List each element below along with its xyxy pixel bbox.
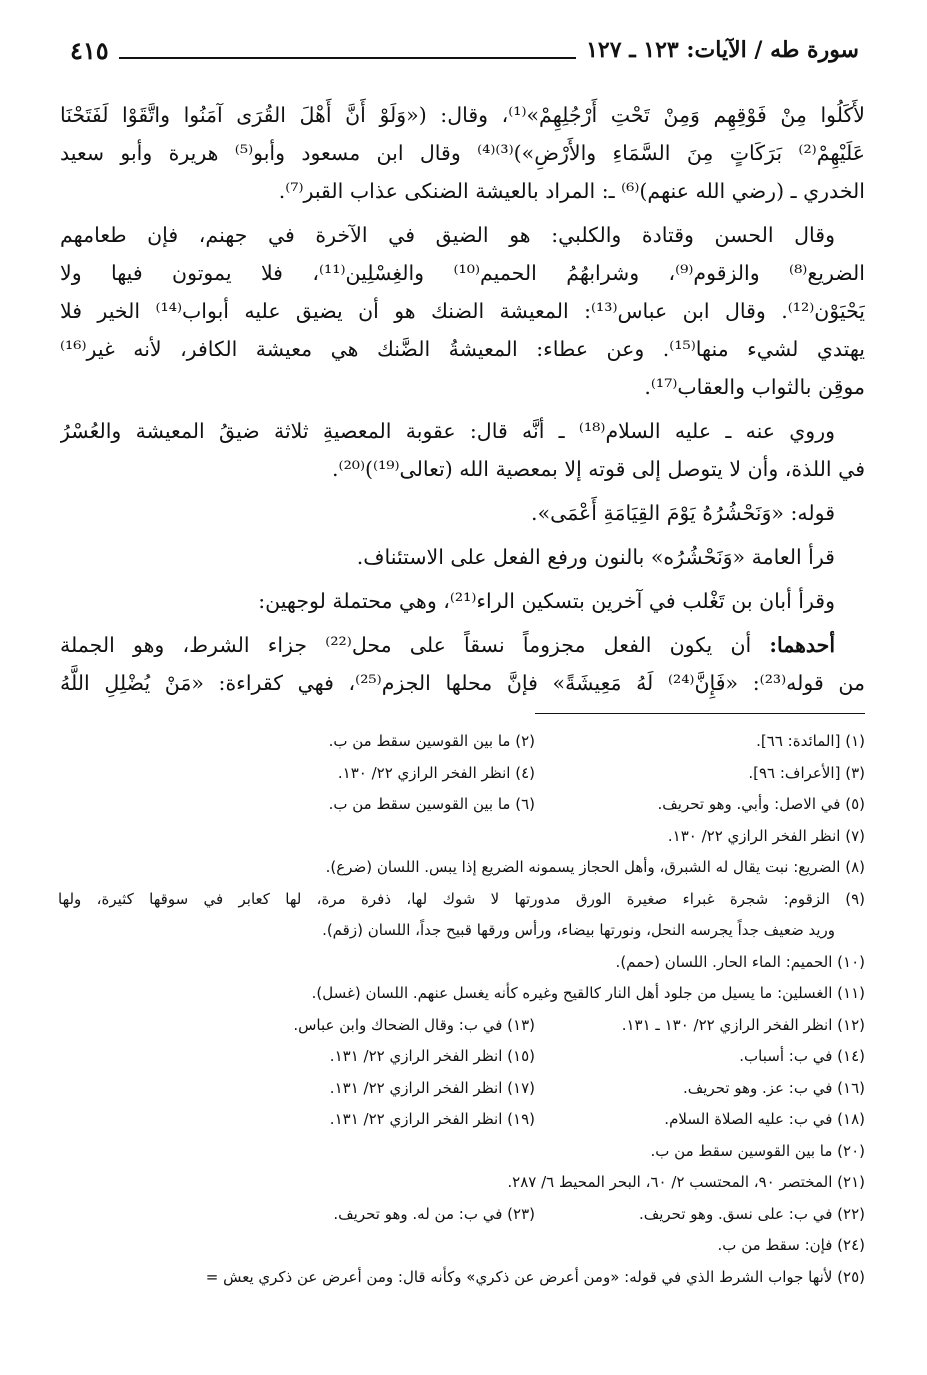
footnote-row — [58, 1010, 865, 1042]
footnote: (١٤) في ب: أسباب. — [739, 1047, 865, 1065]
footnote-row — [58, 1073, 865, 1105]
paragraph-4 — [60, 494, 865, 532]
text-line: في اللذة، وأن لا يتوصل إلى قوته إلا بمعصية الله (تعالى⁽¹⁹⁾)⁽²⁰⁾. — [332, 457, 865, 481]
footnote-row — [58, 726, 865, 758]
footnote: (٢) ما بين القوسين سقط من ب. — [328, 732, 535, 750]
footnote: (١٣) في ب: وقال الضحاك وابن عباس. — [293, 1015, 535, 1034]
text-line: يهتدي لشيء منها⁽¹⁵⁾. وعن عطاء: المعيشةُ الضَّنك هي معيشة الكافر، لأنه غير⁽¹⁶⁾ — [60, 337, 865, 361]
footnote: (٣) [الأعراف: ٩٦]. — [748, 763, 865, 782]
text-line: يَحْيَوْن⁽¹²⁾. وقال ابن عباس⁽¹³⁾: المعيشة الضنك هو أن يضيق عليه أبواب⁽¹⁴⁾ الخير فلا — [60, 299, 865, 323]
text-line: من قوله⁽²³⁾: «فَإِنَّ⁽²⁴⁾ لَهُ مَعِيشَةً» فإنَّ محلها الجزم⁽²⁵⁾، فهي كقراءة: «مَنْ يُضْلِلِ اللَّهُ — [60, 671, 865, 695]
text-line: وقرأ أبان بن تَغْلب في آخرين بتسكين الراء⁽²¹⁾، وهي محتملة لوجهين: — [258, 589, 835, 613]
footnote: (١) [المائدة: ٦٦]. — [756, 732, 865, 750]
text-line: وروي عنه ـ عليه السلام⁽¹⁸⁾ ـ أنَّه قال: عقوبة المعصيةِ ثلاثة ضيقُ المعيشة والعُسْرُ — [60, 419, 835, 443]
footnote: (٨) الضريع: نبت يقال له الشبرق، وأهل الحجاز يسمونه الضريع إذا يبس. اللسان (ضرع). — [325, 858, 865, 876]
surah-title: سورة طه / الآيات: ١٢٣ ـ ١٢٧ — [586, 37, 859, 63]
footnote: (١٠) الحميم: الماء الحار. اللسان (حمم). — [615, 952, 865, 971]
footnote-row — [58, 1041, 865, 1073]
footnote: (٥) في الاصل: وأبي. وهو تحريف. — [657, 795, 865, 813]
footnote: (٢٢) في ب: على نسق. وهو تحريف. — [638, 1204, 865, 1223]
text-line — [60, 626, 865, 664]
footnote: (١٩) انظر الفخر الرازي ٢٢/ ١٣١. — [329, 1110, 535, 1128]
footnote: (٢١) المختصر ٩٠، المحتسب ٢/ ٦٠، البحر المحيط ٦/ ٢٨٧. — [507, 1173, 865, 1191]
text-line: وقال الحسن وقتادة والكلبي: هو الضيق في الآخرة في جهنم، فإن طعامهم — [60, 223, 835, 247]
text-line: لأَكَلُوا مِنْ فَوْقِهِم وَمِنْ تَحْتِ أَرْجُلِهِمْ»⁽¹⁾، وقال: («وَلَوْ أَنَّ أَهْلَ القُرَى آمَنُوا واتَّقَوْا لَفَتَحْنَا — [60, 103, 865, 127]
footnote-row — [58, 789, 865, 821]
footnotes — [58, 726, 865, 1293]
footnote: (٤) انظر الفخر الرازي ٢٢/ ١٣٠. — [337, 763, 535, 782]
footnote-row — [58, 1104, 865, 1136]
footnote: (٢٣) في ب: من له. وهو تحريف. — [333, 1204, 535, 1223]
footnote: (٢٤) فإن: سقط من ب. — [717, 1236, 865, 1254]
paragraph-5 — [60, 538, 865, 576]
footnote: (٧) انظر الفخر الرازي ٢٢/ ١٣٠. — [667, 826, 865, 845]
footnote: (١٢) انظر الفخر الرازي ٢٢/ ١٣٠ ـ ١٣١. — [621, 1015, 865, 1034]
footnote: (٢٠) ما بين القوسين سقط من ب. — [650, 1141, 865, 1160]
paragraph-7 — [60, 626, 865, 702]
text-run: أن يكون الفعل مجزوماً نسقاً على محل⁽²²⁾ جزاء الشرط، وهو الجملة — [60, 633, 770, 657]
running-header — [70, 30, 859, 70]
footnote-separator — [535, 713, 865, 714]
footnote: (١٥) انظر الفخر الرازي ٢٢/ ١٣١. — [329, 1047, 535, 1065]
header-rule — [119, 41, 576, 59]
paragraph-1 — [60, 96, 865, 210]
footnote: (٩) الزقوم: شجرة غبراء صغيرة الورق مدورتها لا شوك لها، ذفرة مرة، لها كعابر في سوقها كثيرة، ولها — [58, 889, 865, 908]
paragraph-2 — [60, 216, 865, 406]
bold-lead: أحدهما: — [769, 633, 836, 657]
text-line: الضريع⁽⁸⁾ والزقوم⁽⁹⁾، وشرابهُمُ الحميم⁽¹⁰⁾ والغِسْلِين⁽¹¹⁾، فلا يموتون فيها ولا — [60, 261, 865, 285]
footnote-continuation: وريد ضعيف جداً يجرسه النحل، ونورتها بيضاء، ورأس ورقها قبيح جداً، اللسان (زقم). — [322, 921, 835, 939]
footnote: (٢٥) لأنها جواب الشرط الذي في قوله: «ومن أعرض عن ذكري» وكأنه قال: ومن أعرض عن ذكري يعش = — [205, 1267, 865, 1286]
paragraph-6 — [60, 582, 865, 620]
footnote: (١٧) انظر الفخر الرازي ٢٢/ ١٣١. — [329, 1078, 535, 1097]
footnote: (١١) الغسلين: ما يسيل من جلود أهل النار كالقيح وغيره كأنه يغسل عنهم. اللسان (غسل). — [311, 984, 865, 1002]
text-line: موقِن بالثواب والعقاب⁽¹⁷⁾. — [644, 375, 865, 399]
footnote: (٦) ما بين القوسين سقط من ب. — [328, 795, 535, 813]
footnote: (١٨) في ب: عليه الصلاة السلام. — [664, 1110, 865, 1128]
text-line: الخدري ـ (رضي الله عنهم)⁽⁶⁾ ـ: المراد بالعيشة الضنكى عذاب القبر⁽⁷⁾. — [278, 179, 865, 203]
text-line: قرأ العامة «وَنَحْشُرُه» بالنون ورفع الفعل على الاستئناف. — [356, 545, 835, 569]
paragraph-3 — [60, 412, 865, 488]
page-number: ٤١٥ — [70, 35, 109, 65]
footnote-row — [58, 1199, 865, 1231]
text-line: قوله: «وَنَحْشُرُهُ يَوْمَ القِيَامَةِ أَعْمَى». — [531, 501, 835, 525]
main-text — [60, 96, 865, 708]
text-line: عَلَيْهِمْ⁽²⁾ بَرَكَاتٍ مِنَ السَّمَاءِ والأَرْضِ»)⁽³⁾⁽⁴⁾ وقال ابن مسعود وأبو⁽⁵⁾ هريرة وأبو سعيد — [60, 141, 865, 165]
footnote-row — [58, 758, 865, 790]
footnote: (١٦) في ب: عز. وهو تحريف. — [682, 1078, 865, 1097]
